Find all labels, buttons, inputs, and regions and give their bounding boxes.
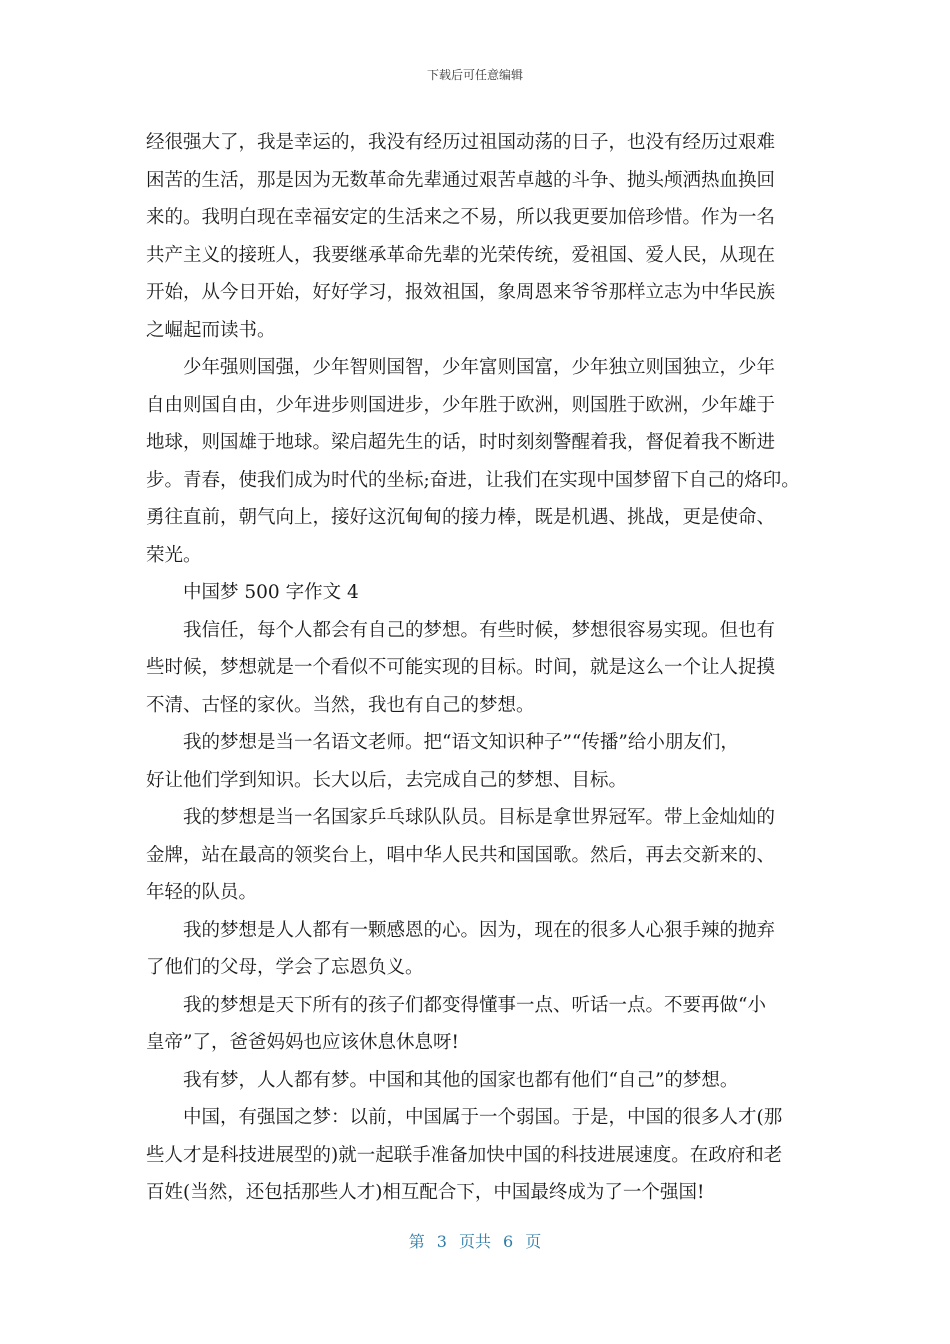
text-line: 地球，则国雄于地球。梁启超先生的话，时时刻刻警醒着我，督促着我不断进	[146, 432, 776, 453]
text-line: 之崛起而读书。	[146, 319, 276, 341]
text-line: 困苦的生活，那是因为无数革命先辈通过艰苦卓越的斗争、抛头颅洒热血换回	[146, 169, 776, 191]
text-line: 了他们的父母，学会了忘恩负义。	[146, 957, 424, 978]
text-line: 中国，有强国之梦：以前，中国属于一个弱国。于是，中国的很多人才(那	[183, 1107, 783, 1128]
text-line: 我有梦，人人都有梦。中国和其他的国家也都有他们“自己”的梦想。	[183, 1069, 739, 1091]
text-line: 中国梦 500 字作文 4	[183, 582, 359, 603]
footer-total-pages: 6	[503, 1232, 514, 1251]
text-line: 金牌，站在最高的领奖台上，唱中华人民共和国国歌。然后，再去交新来的、	[146, 844, 776, 866]
text-line: 荣光。	[146, 544, 202, 566]
document-body	[146, 124, 816, 1212]
footer-current-page: 3	[436, 1232, 447, 1251]
text-line: 来的。我明白现在幸福安定的生活来之不易，所以我更要加倍珍惜。作为一名	[146, 207, 776, 228]
footer-label-of: 页共	[458, 1232, 491, 1251]
text-line: 些人才是科技进展型的)就一起联手准备加快中国的科技进展速度。在政府和老	[146, 1144, 783, 1166]
footer-label-page: 第	[408, 1232, 425, 1251]
text-line: 步。青春，使我们成为时代的坐标;奋进，让我们在实现中国梦留下自己的烙印。	[146, 469, 800, 491]
text-line: 皇帝”了，爸爸妈妈也应该休息休息呀!	[146, 1032, 459, 1053]
text-line: 勇往直前，朝气向上，接好这沉甸甸的接力棒，既是机遇、挑战，更是使命、	[146, 507, 776, 528]
text-line: 共产主义的接班人，我要继承革命先辈的光荣传统，爱祖国、爱人民，从现在	[146, 244, 776, 266]
text-line: 年轻的队员。	[146, 882, 258, 903]
text-line: 少年强则国强，少年智则国智，少年富则国富，少年独立则国独立，少年	[183, 357, 776, 378]
footer-label-pages: 页	[525, 1232, 542, 1251]
text-line: 不清、古怪的家伙。当然，我也有自己的梦想。	[146, 694, 535, 716]
page-footer	[0, 1229, 950, 1252]
text-line: 好让他们学到知识。长大以后，去完成自己的梦想、目标。	[146, 769, 628, 791]
text-line: 百姓(当然，还包括那些人才)相互配合下，中国最终成为了一个强国!	[146, 1182, 705, 1203]
text-line: 我的梦想是天下所有的孩子们都变得懂事一点、听话一点。不要再做“小	[183, 994, 766, 1016]
text-line: 我的梦想是当一名语文老师。把“语文知识种子”“传播”给小朋友们，	[183, 732, 739, 753]
text-line: 些时候，梦想就是一个看似不可能实现的目标。时间，就是这么一个让人捉摸	[146, 657, 776, 678]
text-line: 自由则国自由，少年进步则国进步，少年胜于欧洲，则国胜于欧洲，少年雄于	[146, 394, 776, 416]
text-line: 开始，从今日开始，好好学习，报效祖国，象周恩来爷爷那样立志为中华民族	[146, 282, 776, 303]
text-line: 经很强大了，我是幸运的，我没有经历过祖国动荡的日子，也没有经历过艰难	[146, 132, 776, 153]
text-line: 我信任，每个人都会有自己的梦想。有些时候，梦想很容易实现。但也有	[183, 619, 776, 641]
text-line: 我的梦想是当一名国家乒乓球队队员。目标是拿世界冠军。带上金灿灿的	[183, 807, 776, 828]
page-header: 下载后可任意编辑	[426, 68, 523, 82]
text-line: 我的梦想是人人都有一颗感恩的心。因为，现在的很多人心狠手辣的抛弃	[183, 919, 776, 941]
